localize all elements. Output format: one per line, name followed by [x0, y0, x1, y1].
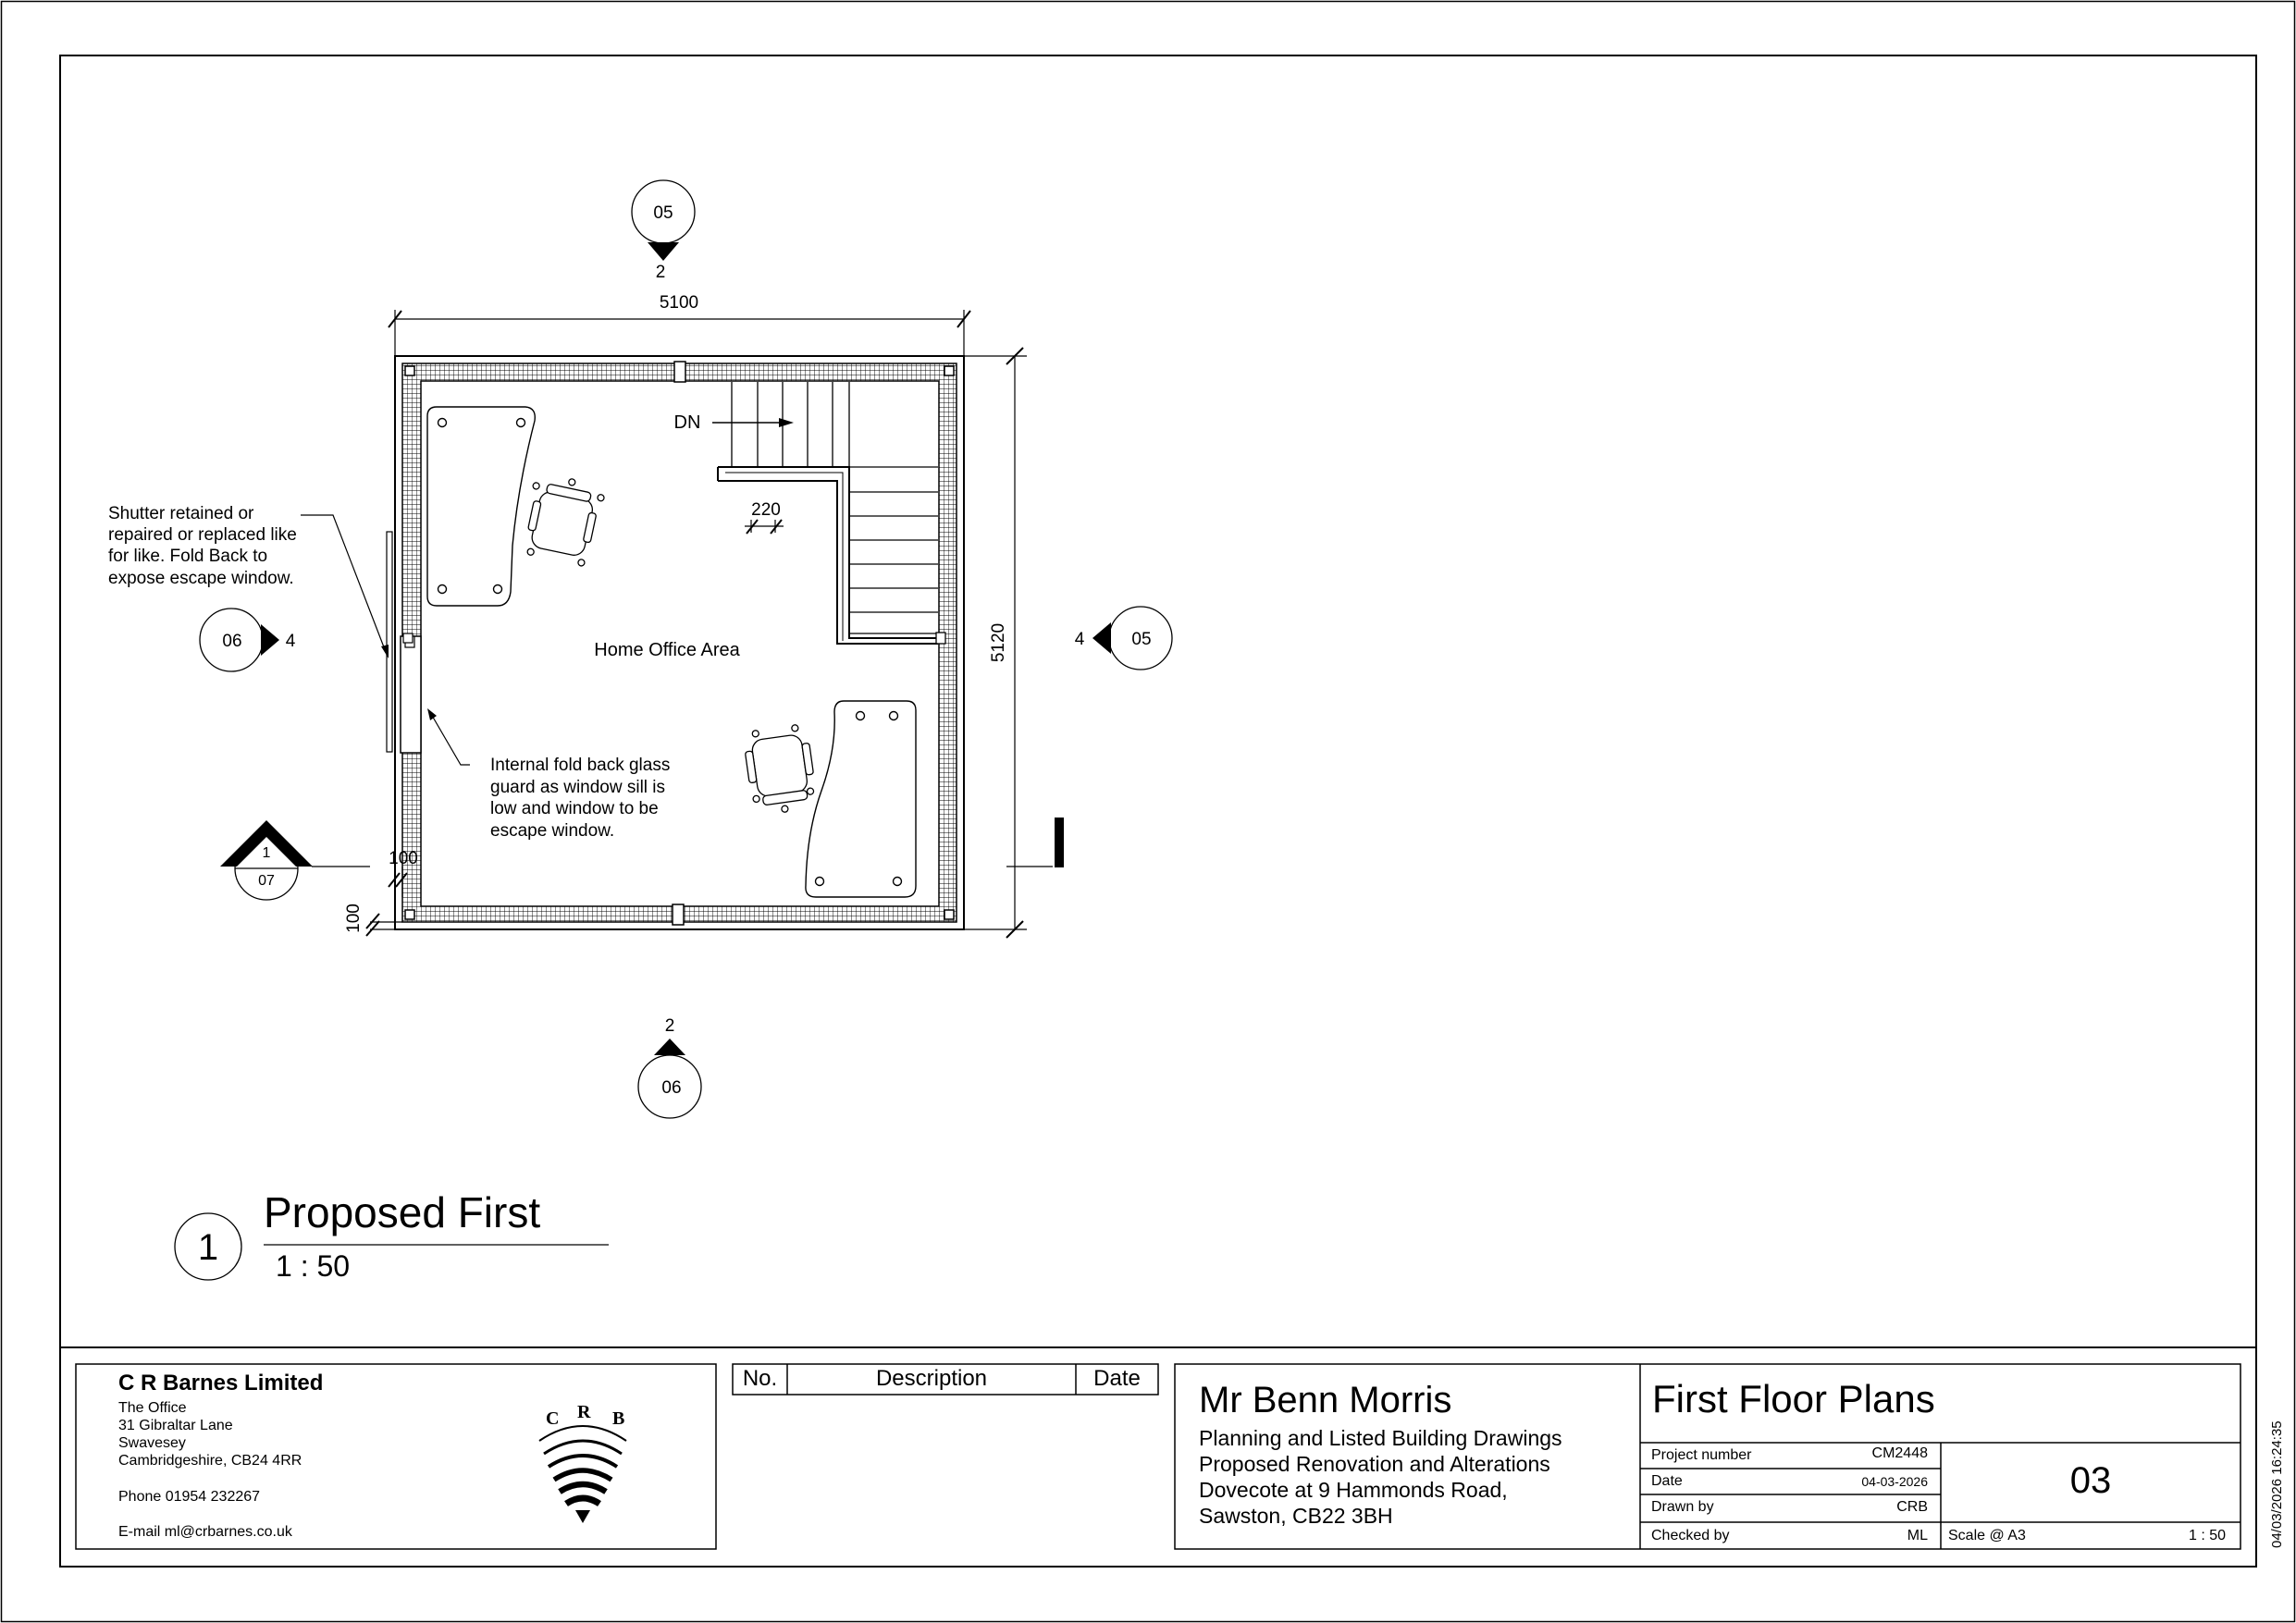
drawn-by-label: Drawn by	[1651, 1499, 1714, 1515]
firm-name: C R Barnes Limited	[118, 1371, 324, 1396]
staircase	[718, 382, 945, 644]
date-value: 04-03-2026	[1861, 1474, 1928, 1489]
elev-marker-left	[200, 609, 279, 671]
section-marker	[220, 820, 313, 900]
sheet-title: First Floor Plans	[1652, 1377, 1935, 1420]
rev-col-description: Description	[875, 1366, 988, 1391]
floor-plan	[301, 310, 1064, 938]
desk-upper	[427, 407, 535, 606]
rev-col-date: Date	[1093, 1366, 1141, 1391]
elev-right-sheet: 05	[1131, 630, 1152, 649]
view-scale: 1 : 50	[276, 1249, 351, 1283]
svg-text:guard as window sill is: guard as window sill is	[490, 778, 666, 797]
left-wall-post	[403, 633, 413, 643]
logo-letter-c: C	[546, 1408, 560, 1429]
drawing-frame	[60, 55, 2256, 1567]
svg-text:for like. Fold Back to: for like. Fold Back to	[108, 547, 268, 566]
firm-address-line: Cambridgeshire, CB24 4RR	[118, 1453, 302, 1469]
stair-arrowhead	[779, 418, 794, 427]
corner-post-tl	[405, 366, 414, 375]
leader-shutter	[301, 515, 386, 652]
leader-glass-head	[427, 708, 437, 720]
stair-label: DN	[673, 412, 701, 433]
logo-letter-r: R	[577, 1402, 591, 1422]
firm-email: E-mail ml@crbarnes.co.uk	[118, 1524, 292, 1540]
corner-post-bl	[405, 910, 414, 919]
checked-by-label: Checked by	[1651, 1528, 1730, 1543]
desk-lower	[806, 701, 916, 897]
svg-text:escape window.: escape window.	[490, 821, 615, 841]
svg-text:expose escape window.: expose escape window.	[108, 569, 294, 588]
corner-post-br	[944, 910, 954, 919]
logo-letter-b: B	[612, 1408, 625, 1429]
view-number-circle	[175, 1213, 241, 1280]
svg-text:Internal fold back glass: Internal fold back glass	[490, 756, 671, 775]
shutter-leaf	[387, 532, 392, 752]
leader-shutter-head	[381, 645, 389, 658]
elev-top-sheet: 05	[653, 203, 673, 223]
print-timestamp: 04/03/2026 16:24:35	[2269, 1420, 2285, 1548]
elev-left-sheet: 06	[222, 632, 242, 651]
checked-by-value: ML	[1907, 1528, 1928, 1543]
elev-marker-top	[632, 180, 695, 261]
svg-text:Shutter retained or: Shutter retained or	[108, 504, 254, 523]
elev-right-view: 4	[1074, 630, 1085, 649]
view-number: 1	[197, 1227, 219, 1268]
elev-top-view: 2	[655, 263, 666, 282]
window-top	[674, 362, 685, 382]
project-line: Planning and Listed Building Drawings	[1199, 1426, 1562, 1450]
scale-label: Scale @ A3	[1948, 1528, 2026, 1543]
client-name: Mr Benn Morris	[1199, 1380, 1452, 1420]
section-view: 1	[262, 845, 271, 861]
project-number-label: Project number	[1651, 1447, 1752, 1463]
project-number-value: CM2448	[1871, 1445, 1928, 1461]
office-chair-upper	[519, 472, 607, 568]
crb-logo	[539, 1426, 626, 1523]
section-bar	[1055, 818, 1064, 867]
sheet-number: 03	[2069, 1460, 2112, 1501]
elev-bottom-sheet: 06	[661, 1078, 682, 1098]
dim-220-label: 220	[751, 500, 781, 520]
firm-address-line: 31 Gibraltar Lane	[118, 1418, 233, 1433]
project-line: Sawston, CB22 3BH	[1199, 1504, 1393, 1528]
scale-value: 1 : 50	[2188, 1528, 2226, 1543]
office-chair-lower	[742, 723, 818, 817]
dim-100-label-b: 100	[344, 904, 364, 933]
dim-width-line	[389, 310, 970, 359]
svg-text:repaired or replaced like: repaired or replaced like	[108, 525, 297, 545]
elev-marker-bottom	[638, 1039, 701, 1118]
firm-phone: Phone 01954 232267	[118, 1489, 261, 1505]
drawn-by-value: CRB	[1896, 1499, 1928, 1515]
dim-220-line	[745, 520, 784, 534]
project-line: Proposed Renovation and Alterations	[1199, 1452, 1550, 1476]
dim-width-label: 5100	[659, 293, 699, 313]
elev-bottom-view: 2	[664, 1016, 675, 1036]
dim-depth-label: 5120	[989, 622, 1008, 663]
view-name: Proposed First	[264, 1188, 541, 1236]
leader-glass	[431, 714, 470, 765]
elev-left-view: 4	[285, 632, 296, 651]
room-label: Home Office Area	[594, 640, 740, 660]
dim-100-lines	[366, 867, 407, 936]
date-label: Date	[1651, 1473, 1683, 1489]
project-line: Dovecote at 9 Hammonds Road,	[1199, 1478, 1508, 1502]
svg-text:low and window to be: low and window to be	[490, 799, 659, 818]
dim-100-label-a: 100	[389, 849, 418, 868]
dim-depth-line	[964, 348, 1053, 938]
elev-marker-right	[1092, 607, 1172, 670]
escape-window	[401, 636, 421, 753]
firm-address-line: The Office	[118, 1400, 187, 1416]
firm-address-line: Swavesey	[118, 1435, 186, 1451]
rev-col-no: No.	[742, 1366, 778, 1391]
corner-post-tr	[944, 366, 954, 375]
window-bottom	[673, 904, 684, 925]
section-sheet: 07	[258, 873, 275, 889]
